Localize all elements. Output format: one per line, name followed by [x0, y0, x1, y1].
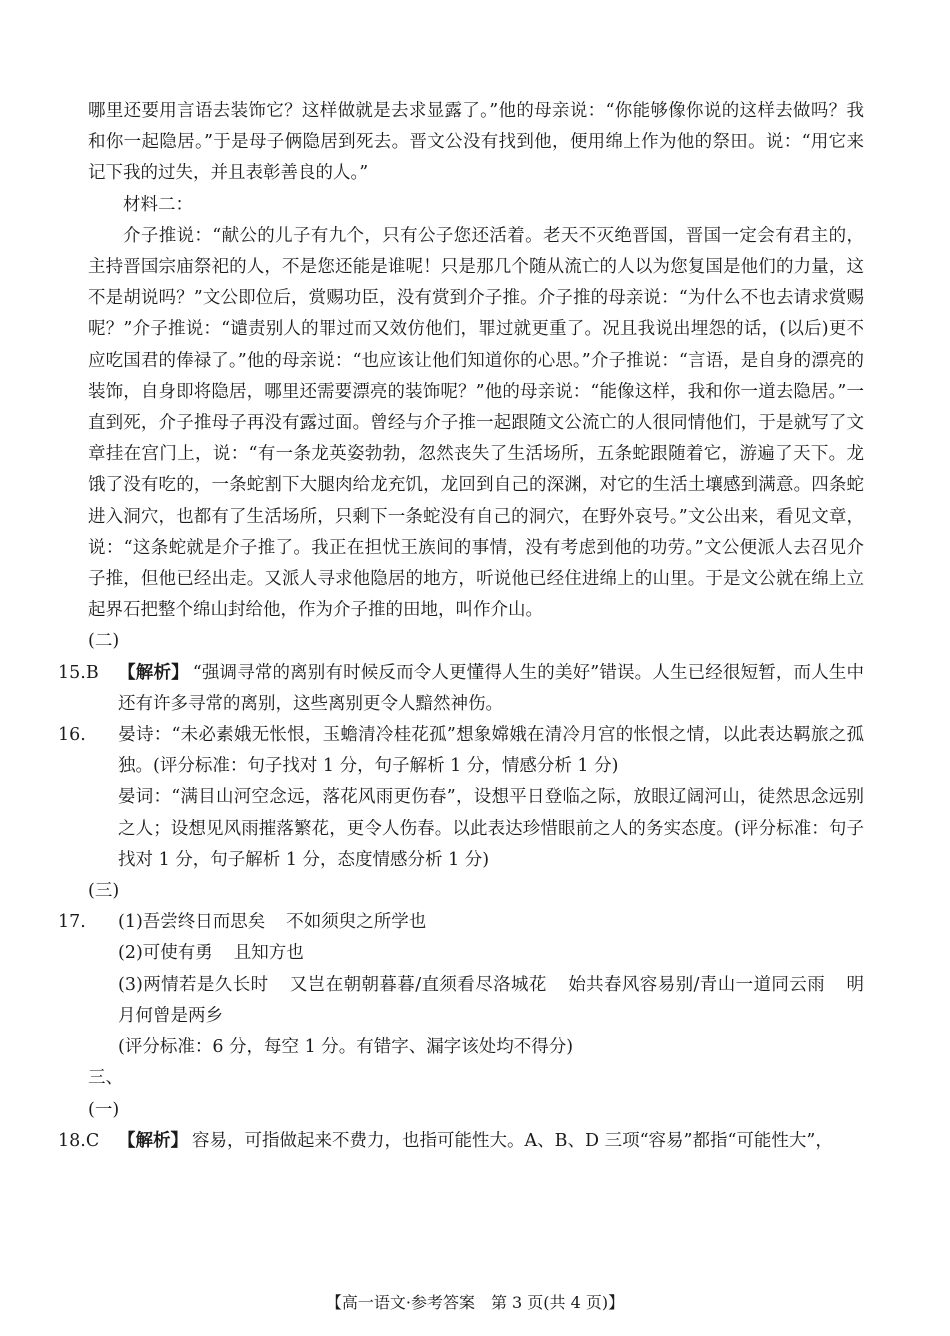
q17-a2-part1: 可使有勇: [142, 943, 213, 964]
q17-a2-part2: 且知方也: [233, 943, 304, 964]
q16-answer-part1: [58, 720, 864, 782]
material2-heading: 材料二：: [123, 194, 193, 215]
q18-answer: [58, 1126, 864, 1157]
q15-answer: [58, 658, 865, 720]
q17-a3-part1: 两情若是久长时: [142, 974, 269, 995]
q17-answer-1: [58, 907, 864, 938]
q17-a1-label: (1): [118, 912, 143, 933]
q17-a3-part4: 明月何曾是两乡: [118, 974, 864, 1026]
q17-a1-part1: 吾尝终日而思矣: [142, 912, 266, 933]
q17-scoring: (评分标准：6 分，每空 1 分。有错字、漏字该处均不得分): [118, 1037, 574, 1058]
material1-tail: 哪里还要用言语去装饰它？这样做就是去求显露了。”他的母亲说：“你能够像你说的这样去做吗？我和你一起隐居。”于是母子俩隐居到死去。晋文公没有找到他，便用绵上作为他的祭田。说：“用它来记下我的过失，并且表彰善良的人。”: [88, 101, 864, 184]
q17-a3-part3: 始共春风容易别/青山一道同云雨: [567, 974, 826, 995]
q18-tag: 【解析】: [118, 1130, 188, 1151]
part-3-heading: 三、: [88, 1068, 123, 1089]
q17-a2-label: (2): [118, 943, 143, 964]
q16-number: 16.: [58, 725, 86, 746]
q16-answer-part2: 晏词：“满目山河空念远，落花风雨更伤春”，设想平日登临之际，放眼辽阔河山，徒然思念远别之人；设想见风雨摧落繁花，更令人伤春。以此表达珍惜眼前之人的务实态度。(评分标准：句子找对 1 分，句子解析 1 分，态度情感分析 1 分): [118, 787, 864, 870]
q15-text: “强调寻常的离别有时候反而令人更懂得人生的美好”错误。人生已经很短暂，而人生中还有许多寻常的离别，这些离别更令人黯然神伤。: [118, 662, 865, 714]
q17-a3-part2: 又岂在朝朝暮暮/直须看尽洛城花: [289, 974, 547, 995]
q15-tag: 【解析】: [118, 662, 189, 683]
q17-answer-3: [88, 970, 864, 1032]
section-3-heading: (三): [88, 881, 120, 902]
q17-a3-label: (3): [118, 974, 143, 995]
q16-part1-text: 晏诗：“未必素娥无怅恨，玉蟾清冷桂花孤”想象嫦娥在清冷月宫的怅恨之情，以此表达羁旅之孤独。(评分标准：句子找对 1 分，句子解析 1 分，情感分析 1 分): [118, 725, 864, 777]
material2-text: 介子推说：“献公的儿子有九个，只有公子您还活着。老天不灭绝晋国，晋国一定会有君主的，主持晋国宗庙祭祀的人，不是您还能是谁呢！只是那几个随从流亡的人以为您复国是他们的力量，这不是胡说吗？”文公即位后，赏赐功臣，没有赏到介子推。介子推的母亲说：“为什么不也去请求赏赐呢？”介子推说：“谴责别人的罪过而又效仿他们，罪过就更重了。况且我说出埋怨的话，(以后)更不应吃国君的俸禄了。”他的母亲说：“也应该让他们知道你的心思。”介子推说：“言语，是自身的漂亮的装饰，自身即将隐居，哪里还需要漂亮的装饰呢？”他的母亲说：“能像这样，我和你一道去隐居。”一直到死，介子推母子再没有露过面。曾经与介子推一起跟随文公流亡的人很同情他们，于是就写了文章挂在宫门上，说：“有一条龙英姿勃勃，忽然丧失了生活场所，五条蛇跟随着它，游遍了天下。龙饿了没有吃的，一条蛇割下大腿肉给龙充饥，龙回到自己的深渊，对它的生活土壤感到满意。四条蛇进入洞穴，也都有了生活场所，只剩下一条蛇没有自己的洞穴，在野外哀号。”文公出来，看见文章，说：“这条蛇就是介子推了。我正在担忧王族间的事情，没有考虑到他的功劳。”文公便派人去召见介子推，但他已经出走。又派人寻求他隐居的地方，听说他已经住进绵上的山里。于是文公就在绵上立起界石把整个绵山封给他，作为介子推的田地，叫作介山。: [88, 225, 864, 621]
q17-number: 17.: [58, 912, 86, 933]
q17-answer-2: [88, 938, 864, 969]
answer-body: [58, 96, 865, 1157]
q18-number: 18.C: [58, 1130, 100, 1151]
q18-text: 容易，可指做起来不费力，也指可能性大。A、B、D 三项“容易”都指“可能性大”，: [192, 1130, 833, 1151]
page-footer: 【高一语文·参考答案 第 3 页(共 4 页)】: [325, 1293, 625, 1312]
section-1-heading: (一): [88, 1099, 120, 1120]
q15-number: 15.B: [58, 662, 99, 683]
section-2-heading: (二): [88, 631, 120, 652]
q17-a1-part2: 不如须臾之所学也: [286, 912, 427, 933]
